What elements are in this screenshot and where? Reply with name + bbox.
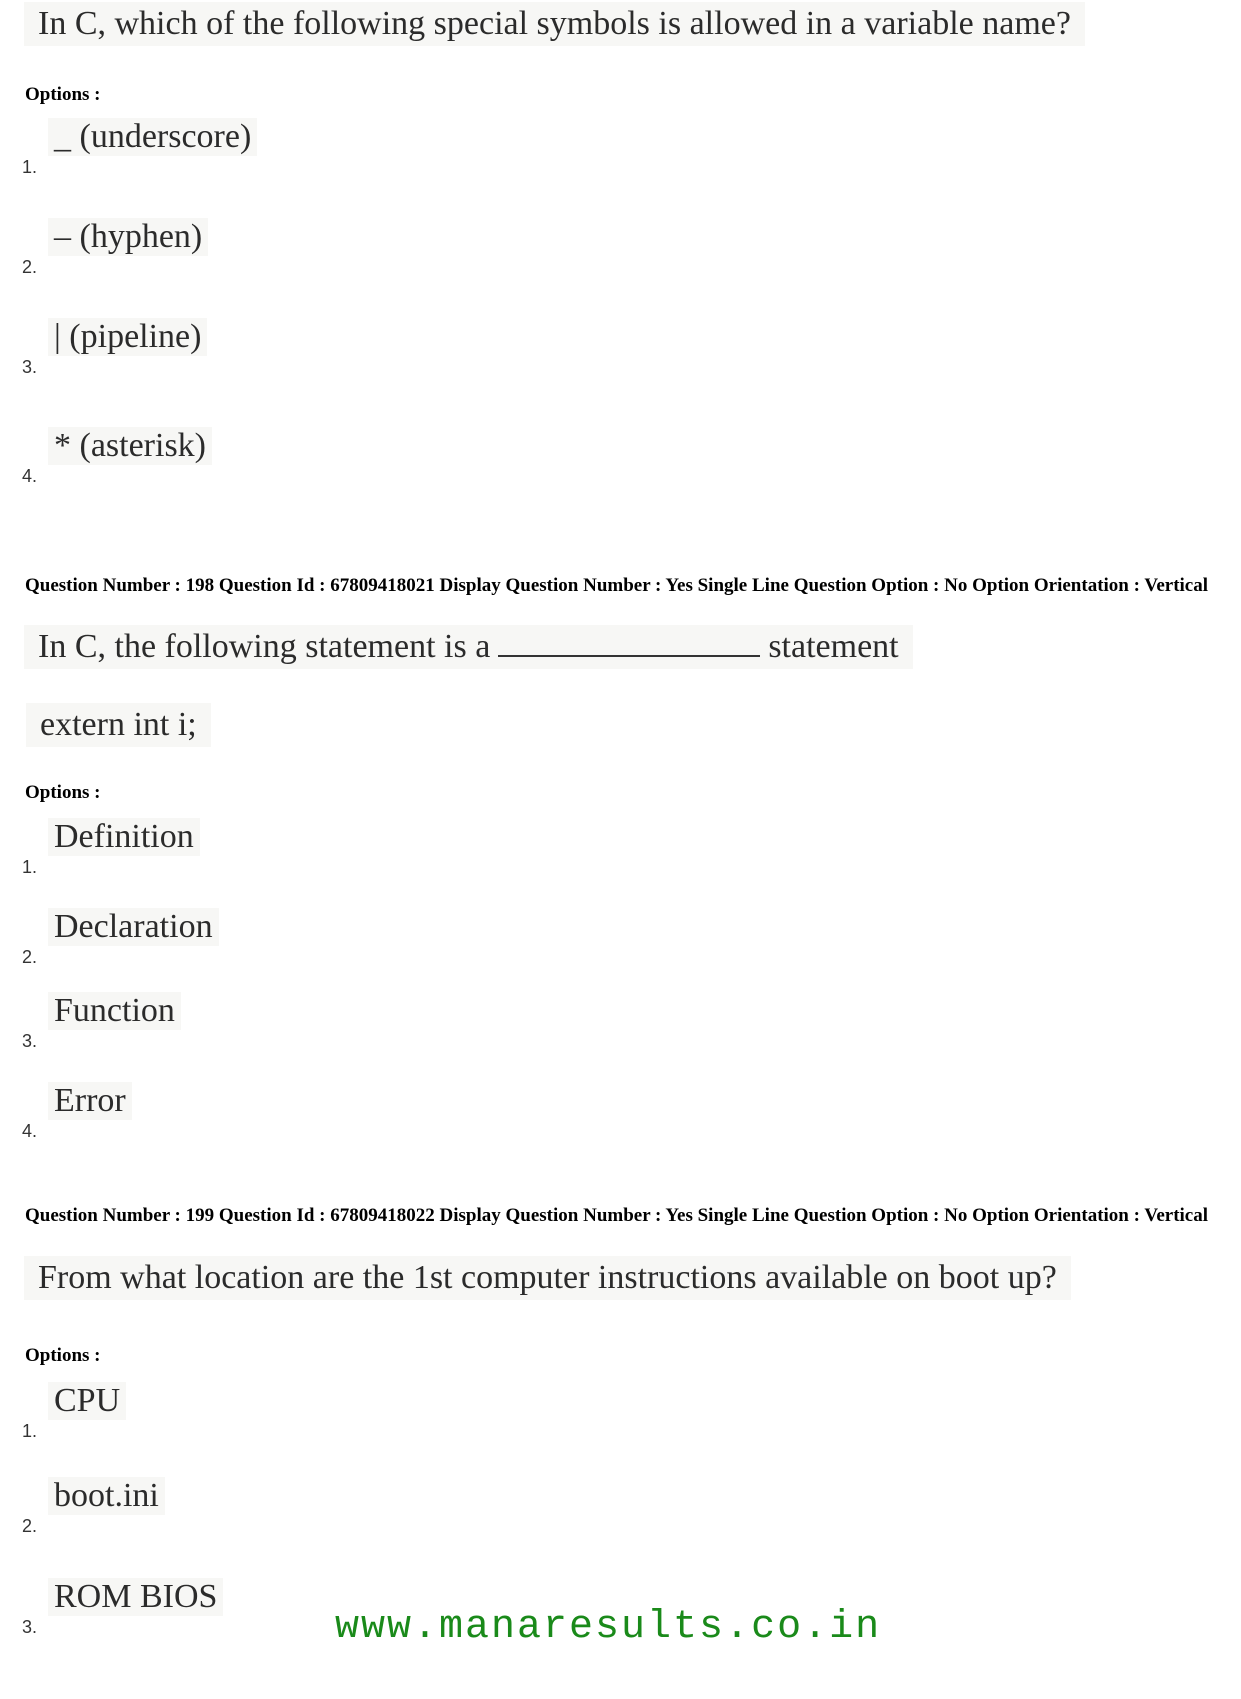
options-label-199: Options : — [25, 1345, 101, 1366]
option-number: 4. — [22, 1121, 38, 1141]
option-text: CPU — [48, 1382, 126, 1420]
option-text: ROM BIOS — [48, 1578, 223, 1616]
option-number: 2. — [22, 1516, 38, 1536]
option-text: boot.ini — [48, 1477, 165, 1515]
question-198-meta: Question Number : 198 Question Id : 67809418021 Display Question Number : Yes Single Line Question Option : No Option Orientation : Vertical — [25, 575, 1209, 596]
question-198-code: extern int i; — [26, 703, 211, 747]
question-198-text — [24, 625, 913, 669]
option-text: _ (underscore) — [48, 118, 257, 156]
option-number: 1. — [22, 857, 38, 877]
option-text: Definition — [48, 818, 200, 856]
option-number: 2. — [22, 947, 38, 967]
question-199-text: From what location are the 1st computer instructions available on boot up? — [24, 1256, 1071, 1300]
option-number: 3. — [22, 1617, 38, 1637]
option-text: | (pipeline) — [48, 318, 207, 356]
option-text: – (hyphen) — [48, 218, 208, 256]
fill-in-blank — [498, 627, 760, 657]
question-197-text: In C, which of the following special symbols is allowed in a variable name? — [24, 2, 1085, 46]
option-text: Declaration — [48, 908, 219, 946]
option-text: Error — [48, 1082, 132, 1120]
option-number: 3. — [22, 1031, 38, 1051]
option-number: 3. — [22, 357, 38, 377]
question-199-meta: Question Number : 199 Question Id : 67809418022 Display Question Number : Yes Single Line Question Option : No Option Orientation : Vertical — [25, 1205, 1209, 1226]
question-text-before: In C, the following statement is a — [38, 628, 491, 665]
option-number: 1. — [22, 1421, 38, 1441]
options-label-198: Options : — [25, 782, 101, 803]
options-label-197: Options : — [25, 84, 101, 105]
option-text: Function — [48, 992, 181, 1030]
option-number: 1. — [22, 157, 38, 177]
option-number: 4. — [22, 466, 38, 486]
watermark-url: www.manaresults.co.in — [335, 1605, 882, 1650]
option-number: 2. — [22, 257, 38, 277]
option-text: * (asterisk) — [48, 427, 212, 465]
question-text-after: statement — [768, 628, 899, 665]
